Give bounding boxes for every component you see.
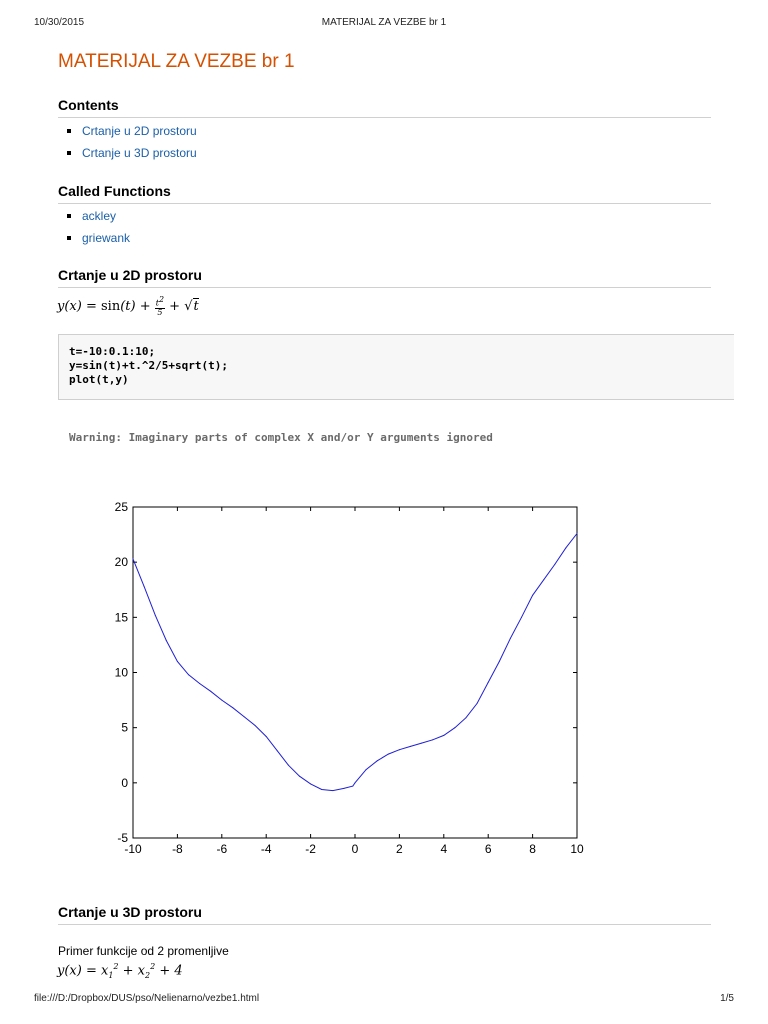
data-point — [366, 769, 367, 770]
data-point — [543, 579, 544, 580]
data-point — [144, 586, 145, 587]
function-item — [58, 209, 130, 231]
x-tick-label: -8 — [172, 842, 183, 856]
y-tick-label: 20 — [114, 555, 128, 570]
contents-heading: Contents — [58, 97, 711, 118]
data-point — [343, 788, 344, 789]
data-point — [352, 786, 353, 787]
plot-frame — [133, 507, 577, 838]
data-point — [199, 683, 200, 684]
function-link-griewank[interactable]: griewank — [82, 231, 131, 245]
code-text: t=-10:0.1:10; y=sin(t)+t.^2/5+sqrt(t); plot(t,y) — [69, 345, 228, 386]
data-point — [510, 638, 511, 639]
data-point — [188, 674, 189, 675]
data-point — [299, 776, 300, 777]
page-number: 1/5 — [720, 993, 734, 1004]
page-title: MATERIJAL ZA VEZBE br 1 — [58, 51, 295, 72]
x-tick-label: 0 — [351, 842, 359, 856]
data-point — [166, 640, 167, 641]
warning-message: Warning: Imaginary parts of complex X and/or Y arguments ignored — [69, 431, 493, 444]
section-3d-paragraph: Primer funkcije od 2 promenljive — [58, 944, 229, 958]
x-tick-label: 8 — [529, 842, 536, 856]
data-point — [443, 735, 444, 736]
file-path: file:///D:/Dropbox/DUS/pso/Nelienarno/vezbe1.html — [34, 993, 260, 1004]
data-point — [244, 716, 245, 717]
data-point — [477, 703, 478, 704]
y-tick-label: 0 — [121, 775, 128, 790]
data-point — [454, 727, 455, 728]
data-point — [388, 754, 389, 755]
data-point — [210, 691, 211, 692]
data-point — [255, 725, 256, 726]
formula-2d: y(x) = sin(t) + $\frac{t^2}{5}$ + √t — [57, 295, 199, 317]
contents-list — [58, 124, 197, 168]
data-point — [232, 707, 233, 708]
bullet-icon — [67, 236, 71, 240]
data-point — [355, 782, 356, 783]
print-date: 10/30/2015 — [34, 17, 85, 28]
x-tick-label: -6 — [216, 842, 228, 856]
y-tick-label: 25 — [114, 500, 128, 514]
data-point — [288, 765, 289, 766]
data-point — [421, 743, 422, 744]
data-point — [133, 558, 134, 559]
data-point — [466, 717, 467, 718]
bullet-icon — [67, 129, 71, 133]
functions-list — [58, 209, 130, 253]
code-block — [58, 334, 734, 400]
y-tick-label: 10 — [114, 665, 128, 680]
y-tick-label: 15 — [114, 610, 128, 625]
x-tick-label: 2 — [396, 842, 403, 856]
data-point — [532, 595, 533, 596]
contents-link-3d[interactable]: Crtanje u 3D prostoru — [82, 146, 197, 160]
x-tick-label: -2 — [305, 842, 316, 856]
x-tick-label: 6 — [484, 842, 492, 856]
bullet-icon — [67, 214, 71, 218]
function-link-ackley[interactable]: ackley — [82, 209, 117, 223]
x-tick-label: -10 — [124, 842, 142, 856]
data-point — [277, 750, 278, 751]
function-item — [58, 231, 130, 253]
data-point — [565, 547, 566, 548]
data-point — [577, 533, 578, 534]
data-point — [410, 746, 411, 747]
data-point — [432, 739, 433, 740]
data-point — [155, 615, 156, 616]
data-point — [521, 617, 522, 618]
called-functions-heading: Called Functions — [58, 183, 711, 204]
data-point — [377, 760, 378, 761]
data-point — [554, 564, 555, 565]
section-2d-heading: Crtanje u 2D prostoru — [58, 267, 711, 288]
plot-area — [115, 500, 584, 856]
contents-link-2d[interactable]: Crtanje u 2D prostoru — [82, 124, 197, 138]
print-header — [0, 17, 768, 31]
x-tick-label: -4 — [260, 842, 272, 856]
data-point — [177, 661, 178, 662]
x-tick-label: 10 — [570, 842, 584, 856]
print-title: MATERIJAL ZA VEZBE br 1 — [321, 17, 447, 28]
data-point — [399, 749, 400, 750]
data-point — [332, 790, 333, 791]
section-3d-heading: Crtanje u 3D prostoru — [58, 904, 711, 925]
data-point — [266, 736, 267, 737]
data-point — [310, 783, 311, 784]
data-point — [488, 682, 489, 683]
bullet-icon — [67, 151, 71, 155]
data-point — [499, 661, 500, 662]
contents-item — [58, 146, 197, 168]
data-point — [321, 789, 322, 790]
formula-3d: $y(x) = x_1^2 + x_2^2 + 4$ — [57, 962, 183, 980]
print-footer — [0, 993, 768, 1007]
y-tick-label: 5 — [121, 720, 128, 735]
contents-item — [58, 124, 197, 146]
x-tick-label: 4 — [440, 842, 448, 856]
line-plot — [100, 495, 600, 860]
y-tick-label: -5 — [117, 831, 128, 845]
data-point — [221, 700, 222, 701]
